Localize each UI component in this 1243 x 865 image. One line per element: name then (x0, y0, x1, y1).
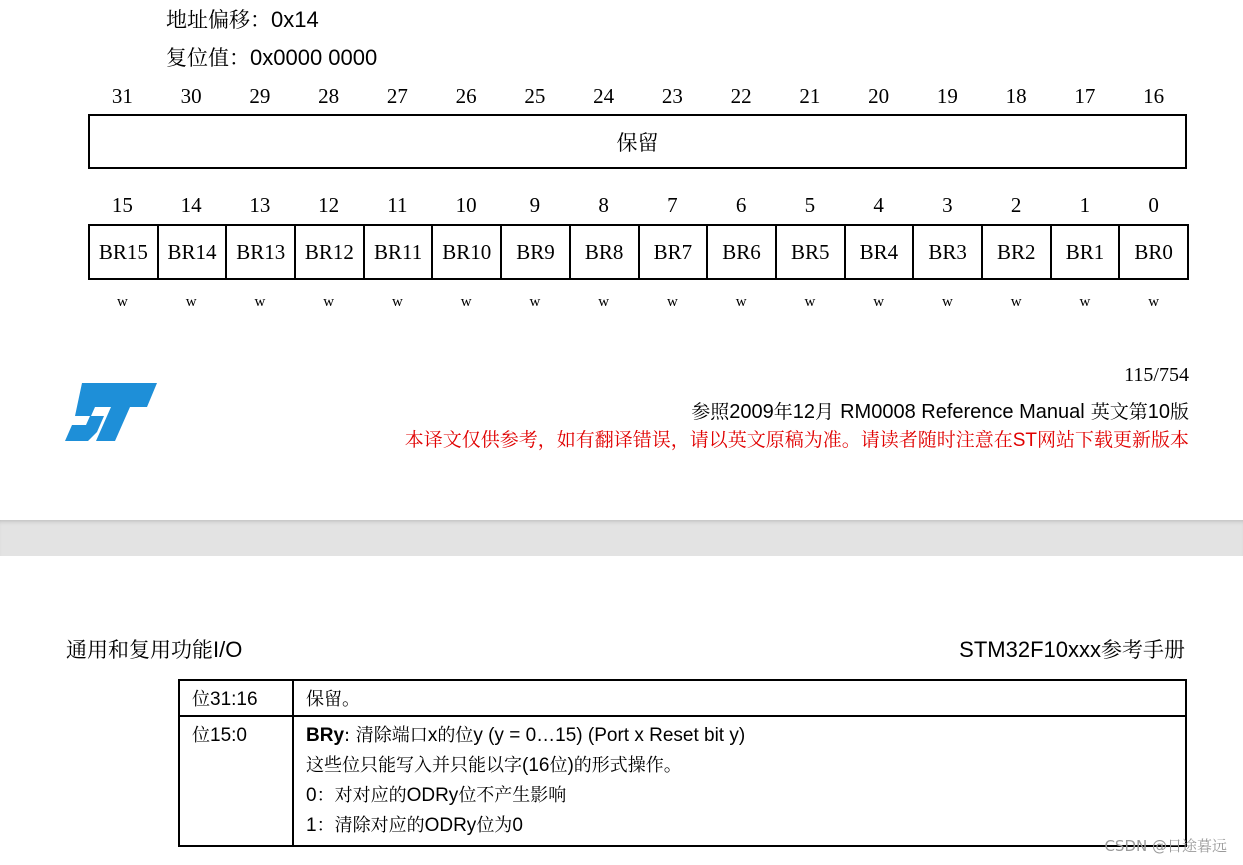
bit-field-cell: BR13 (227, 226, 296, 278)
access-type: w (1079, 294, 1091, 310)
bry-line-4: 1：清除对应的ODRy位为0 (306, 815, 523, 836)
bit-description-cell: 保留。 (293, 680, 1186, 716)
bit-field-cell: BR12 (296, 226, 365, 278)
manual-header: STM32F10xxx参考手册 (959, 637, 1185, 662)
bit-number: 22 (730, 84, 752, 108)
bit-number: 0 (1148, 193, 1159, 217)
access-type: w (598, 294, 610, 310)
bit-number: 26 (455, 84, 477, 108)
bit-field-cell: BR10 (433, 226, 502, 278)
csdn-watermark: CSDN @日途暮远 (1104, 837, 1227, 855)
access-type: w (323, 294, 335, 310)
bit-number: 30 (180, 84, 202, 108)
bit-number: 3 (942, 193, 953, 217)
reserved-field: 保留 (88, 114, 1187, 169)
bit-field-cell: BR11 (365, 226, 434, 278)
bit-number: 18 (1005, 84, 1027, 108)
bit-number: 31 (111, 84, 133, 108)
bit-number: 11 (387, 193, 408, 217)
page-gap (0, 520, 1243, 556)
bit-number: 13 (249, 193, 271, 217)
bry-title: BRy: 清除端口x的位y (y = 0…15) (Port x Reset bit y) (306, 725, 746, 746)
bit-number: 2 (1010, 193, 1022, 217)
bit-field-cell: BR4 (846, 226, 915, 278)
table-row (179, 680, 1186, 716)
table-row (179, 716, 1186, 846)
bit-field-cell: BR14 (159, 226, 228, 278)
bit-number: 6 (735, 193, 747, 217)
bit-field-cell: BR7 (640, 226, 709, 278)
access-type: w (460, 294, 472, 310)
bit-field-cell: BR9 (502, 226, 571, 278)
bit-number: 28 (318, 84, 340, 108)
st-logo (64, 380, 158, 448)
br-field-row (88, 224, 1189, 280)
bit-number: 1 (1079, 193, 1091, 217)
access-type: w (529, 294, 541, 310)
bit-number: 21 (799, 84, 821, 108)
bit-number: 17 (1074, 84, 1096, 108)
bit-number: 14 (180, 193, 202, 217)
bit-number: 10 (455, 193, 477, 217)
page-number: 115/754 (1124, 364, 1189, 386)
bit-number: 20 (868, 84, 890, 108)
reference-note: 参照2009年12月 RM0008 Reference Manual 英文第10版 (691, 401, 1189, 423)
access-type: w (391, 294, 403, 310)
bit-description-table (178, 679, 1187, 847)
bit-number: 25 (524, 84, 546, 108)
bit-range-cell: 位31:16 (179, 680, 293, 716)
bit-number: 23 (661, 84, 683, 108)
bit-field-cell: BR3 (914, 226, 983, 278)
bit-number: 29 (249, 84, 271, 108)
access-type: w (1148, 294, 1160, 310)
bit-description-cell (293, 716, 1186, 846)
bit-number: 9 (529, 193, 541, 217)
bit-field-cell: BR0 (1134, 239, 1173, 264)
bit-field-cell: BR1 (1052, 226, 1121, 278)
access-type: w (804, 294, 816, 310)
bit-number: 4 (873, 193, 884, 217)
access-type: w (185, 294, 197, 310)
bit-number: 8 (598, 193, 609, 217)
bit-field-cell: BR2 (983, 226, 1052, 278)
address-offset: 地址偏移：0x14 (166, 7, 319, 32)
bit-number: 27 (386, 84, 408, 108)
bry-line-2: 这些位只能写入并只能以字(16位)的形式操作。 (306, 755, 682, 776)
access-type: w (666, 294, 678, 310)
bit-range-cell: 位15:0 (179, 716, 293, 846)
bit-number: 12 (318, 193, 340, 217)
access-type: w (254, 294, 266, 310)
manual-page-bottom (0, 556, 1243, 865)
bit-number: 7 (667, 193, 678, 217)
access-type: w (735, 294, 747, 310)
access-type: w (116, 294, 128, 310)
bry-line-3: 0：对对应的ODRy位不产生影响 (306, 785, 567, 806)
chapter-header: 通用和复用功能I/O (66, 637, 243, 662)
access-type: w (941, 294, 953, 310)
bit-number: 19 (936, 84, 958, 108)
bit-number: 24 (593, 84, 615, 108)
bit-field-cell: BR15 (90, 226, 159, 278)
access-type: w (873, 294, 885, 310)
bit-field-cell: BR6 (708, 226, 777, 278)
translation-disclaimer: 本译文仅供参考，如有翻译错误，请以英文原稿为准。请读者随时注意在ST网站下载更新版本 (404, 429, 1189, 451)
bit-field-cell: BR5 (777, 226, 846, 278)
bit-number: 16 (1143, 84, 1165, 108)
reset-value: 复位值：0x0000 0000 (166, 45, 378, 70)
access-type: w (1010, 294, 1022, 310)
bit-number: 5 (804, 193, 816, 217)
bit-field-cell: BR8 (571, 226, 640, 278)
bit-number: 15 (111, 193, 133, 217)
